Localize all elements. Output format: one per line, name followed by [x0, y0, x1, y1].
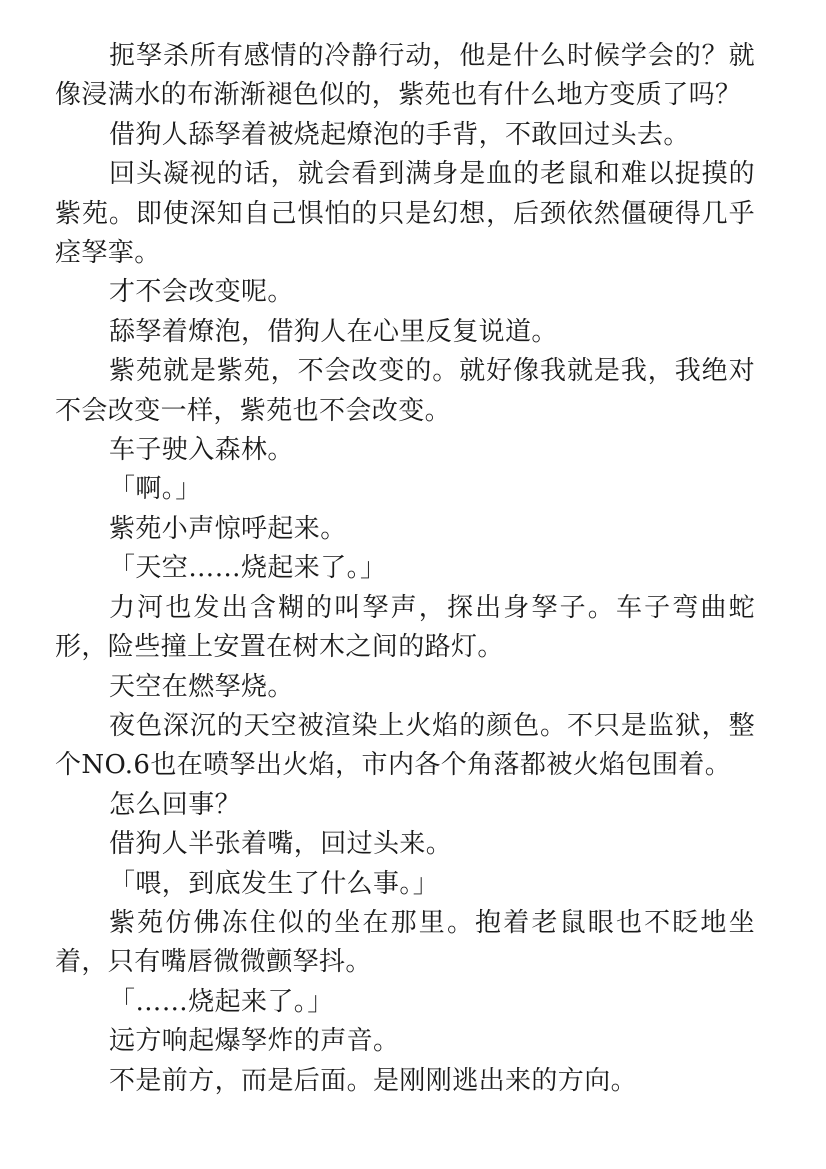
paragraph: 不是前方，而是后面。是刚刚逃出来的方向。 [109, 1065, 638, 1096]
paragraph: 回头凝视的话，就会看到满身是血的老鼠和难以捉摸的紫苑。即使深知自己惧怕的只是幻想，后颈依然僵硬得几乎痉孥挛。 [55, 159, 755, 269]
dialogue: 「……烧起来了。」 [109, 986, 334, 1017]
paragraph: 车子驶入森林。 [109, 435, 294, 466]
dialogue: 「喂，到底发生了什么事。」 [109, 868, 440, 899]
paragraph: 远方响起爆孥炸的声音。 [109, 1026, 400, 1057]
paragraph: 舔孥着燎泡，借狗人在心里反复说道。 [109, 316, 558, 347]
paragraph: 紫苑仿佛冻住似的坐在那里。抱着老鼠眼也不眨地坐着，只有嘴唇微微颤孥抖。 [55, 907, 755, 978]
paragraph: 夜色深沉的天空被渲染上火焰的颜色。不只是监狱，整个NO.6也在喷孥出火焰，市内各个角落都被火焰包围着。 [55, 710, 755, 781]
novel-page [55, 37, 755, 1101]
paragraph: 怎么回事？ [109, 789, 242, 820]
paragraph: 力河也发出含糊的叫孥声，探出身孥子。车子弯曲蛇形，险些撞上安置在树木之间的路灯。 [55, 592, 755, 663]
paragraph: 天空在燃孥烧。 [109, 671, 294, 702]
paragraph: 借狗人舔孥着被烧起燎泡的手背，不敢回过头去。 [109, 119, 690, 150]
paragraph: 紫苑小声惊呼起来。 [109, 513, 347, 544]
paragraph: 紫苑就是紫苑，不会改变的。就好像我就是我，我绝对不会改变一样，紫苑也不会改变。 [55, 356, 755, 426]
paragraph: 借狗人半张着嘴，回过头来。 [109, 829, 453, 860]
dialogue: 「啊。」 [109, 474, 202, 505]
dialogue: 「天空……烧起来了。」 [109, 553, 387, 584]
paragraph: 扼孥杀所有感情的冷静行动，他是什么时候学会的？就像浸满水的布渐渐褪色似的，紫苑也有什么地方变质了吗？ [55, 41, 755, 111]
paragraph: 才不会改变呢。 [109, 277, 294, 308]
